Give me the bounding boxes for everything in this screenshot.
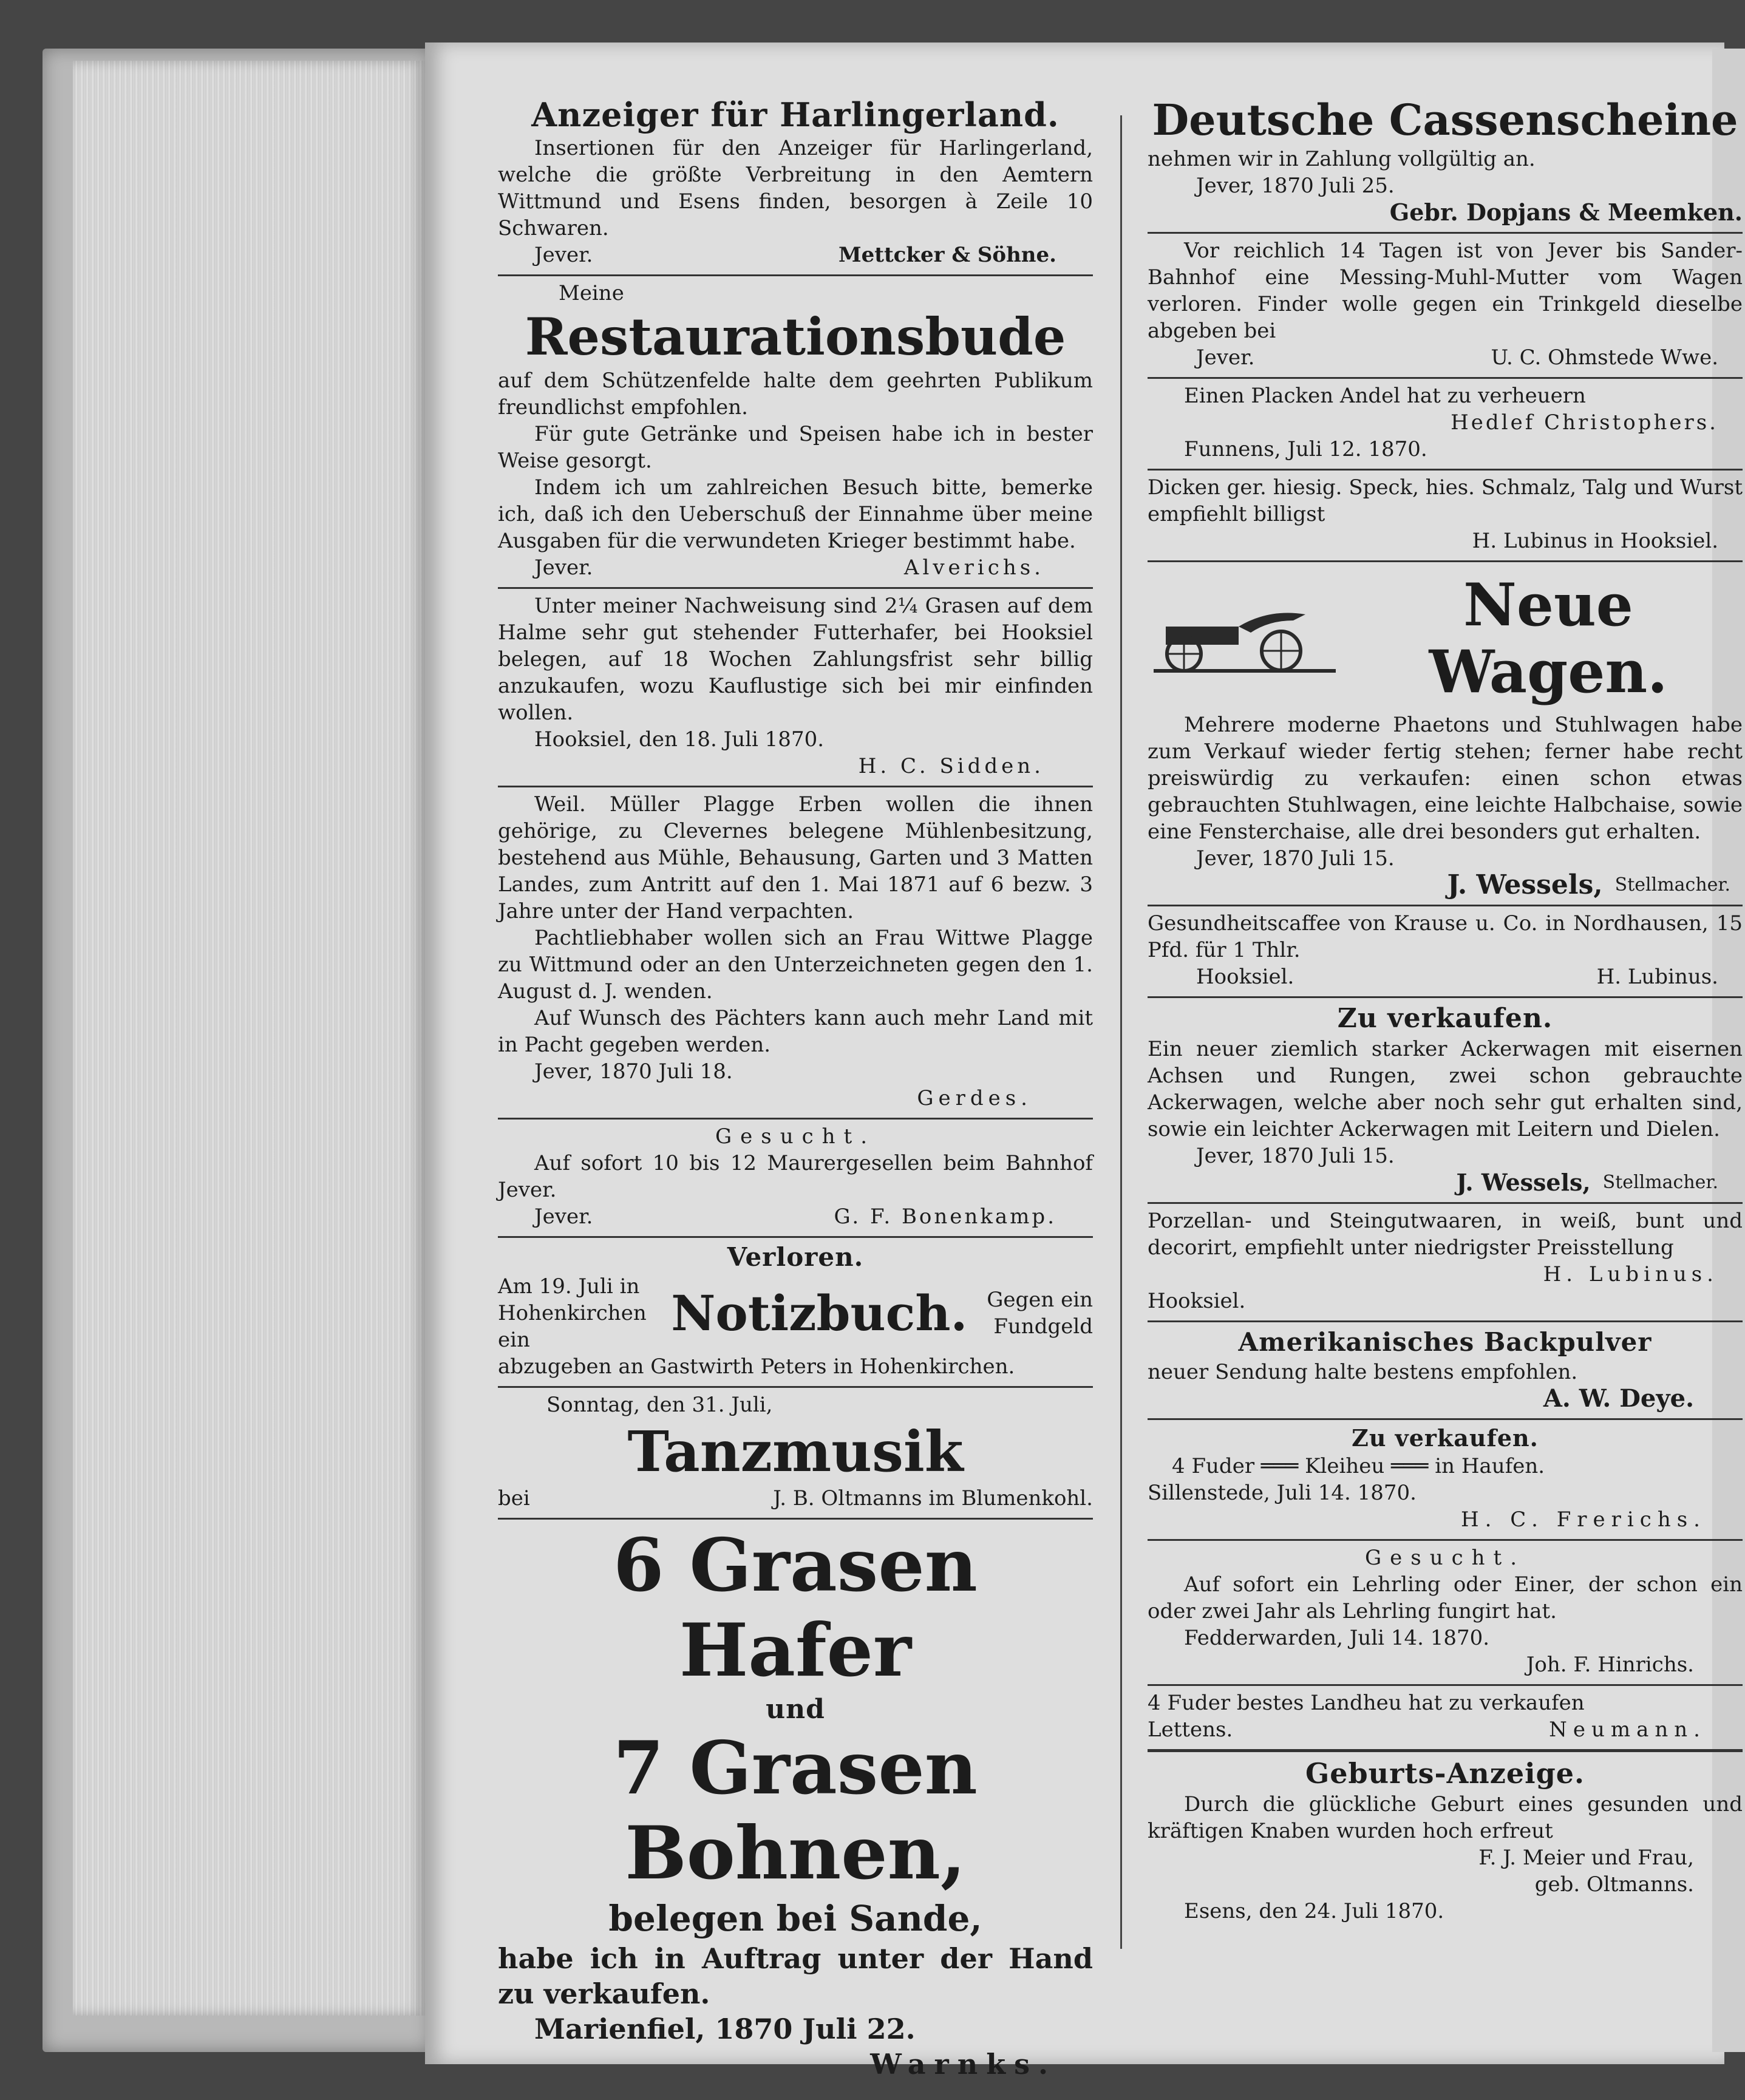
ad-body: Insertionen für den Anzeiger für Harlingerland, welche die größte Verbreitung in den Aemtern Wittmund und Esens finden, besorgen à Zeile 10 Schwaren. xyxy=(498,136,1093,240)
ad-tanzmusik xyxy=(498,1388,1093,1520)
ad-signer: Gebr. Dopjans & Meemken. xyxy=(1389,199,1743,226)
ad-bei: bei xyxy=(498,1486,530,1510)
ad-title: Verloren. xyxy=(727,1242,864,1272)
ad-line: 7 Grasen Bohnen, xyxy=(613,1725,978,1896)
ad-body: Auf sofort 10 bis 12 Maurergesellen beim Bahnhof Jever. xyxy=(498,1151,1093,1202)
ad-wagen xyxy=(1148,562,1743,906)
ad-title: Restaurationsbude xyxy=(525,307,1066,367)
book-page-edges xyxy=(73,61,425,2016)
ad-caffee xyxy=(1148,906,1743,998)
ad-body: Porzellan- und Steingutwaaren, in weiß, bunt und decorirt, empfiehlt unter niedrigster Preisstellung xyxy=(1148,1209,1743,1260)
ad-date: Fedderwarden, Juli 14. 1870. xyxy=(1184,1626,1490,1650)
ad-paragraph: Auf Wunsch des Pächters kann auch mehr Land mit in Pacht gegeben werden. xyxy=(498,1006,1093,1057)
ad-date: Sillenstede, Juli 14. 1870. xyxy=(1148,1481,1417,1505)
ad-signer: H. C. Sidden. xyxy=(858,754,1044,778)
ad-host: J. B. Oltmanns im Blumenkohl. xyxy=(773,1486,1093,1510)
ad-ackerwagen xyxy=(1148,998,1743,1204)
ad-futterhafer xyxy=(498,589,1093,787)
ad-date: Funnens, Juli 12. 1870. xyxy=(1184,437,1427,461)
ad-signer: G. F. Bonenkamp. xyxy=(834,1205,1056,1229)
ad-title: Geburts-Anzeige. xyxy=(1305,1757,1585,1790)
ad-porzellan xyxy=(1148,1204,1743,1322)
ad-body: neuer Sendung halte bestens empfohlen. xyxy=(1148,1360,1578,1384)
ad-text-left: Am 19. Juli in Hohenkirchen ein xyxy=(498,1274,647,1352)
ad-title: Amerikanisches Backpulver xyxy=(1238,1327,1652,1357)
ad-body: nehmen wir in Zahlung vollgültig an. xyxy=(1148,147,1536,171)
ad-body: Ein neuer ziemlich starker Ackerwagen mit eisernen Achsen und Rungen, zwei schon gebrauchte Ackerwagen, welche aber noch sehr gut erhalten sind, sowie ein leichter Ackerwagen mit Leitern und Dielen. xyxy=(1148,1037,1743,1141)
ad-title: Deutsche Cassenscheine xyxy=(1152,95,1738,145)
ad-backpulver xyxy=(1148,1322,1743,1420)
ad-place: Hooksiel. xyxy=(1148,1289,1246,1313)
ad-signer: J. Wessels, xyxy=(1456,1169,1591,1196)
ad-title: Neue Wagen. xyxy=(1429,571,1668,706)
ad-role: Stellmacher. xyxy=(1602,1172,1718,1193)
ad-cassenscheine xyxy=(1148,91,1743,234)
ad-landheu xyxy=(1148,1686,1743,1752)
ad-signer: J. Wessels, xyxy=(1447,869,1603,900)
ad-date: Hooksiel, den 18. Juli 1870. xyxy=(534,727,825,752)
ad-date: Marienfiel, 1870 Juli 22. xyxy=(534,2013,916,2045)
ad-tail: abzugeben an Gastwirth Peters in Hohenkirchen. xyxy=(498,1354,1015,1379)
ad-signer: Joh. F. Hinrichs. xyxy=(1526,1653,1694,1677)
ad-andel xyxy=(1148,379,1743,471)
ad-und: und xyxy=(766,1694,825,1725)
ad-paragraph: Weil. Müller Plagge Erben wollen die ihnen gehörige, zu Clevernes belegene Mühlenbesitzung, bestehend aus Mühle, Behausung, Garten und 3 Matten Landes, zum Antritt auf den 1. Mai 1871 auf 6 bezw. 3 Jahre unter der Hand verpachten. xyxy=(498,792,1093,923)
ad-signer: H. C. Frerichs. xyxy=(1461,1507,1706,1532)
ad-paragraph: Pachtliebhaber wollen sich an Frau Wittwe Plagge zu Wittmund oder an den Unterzeichneten gegen den 1. August d. J. wenden. xyxy=(498,926,1093,1004)
ad-line: habe ich in Auftrag unter der Hand zu verkaufen. xyxy=(498,1942,1093,2010)
ad-title: Gesucht. xyxy=(715,1124,876,1149)
ad-hafer-bohnen xyxy=(498,1520,1093,2088)
ad-verloren xyxy=(498,1238,1093,1388)
ad-body: Vor reichlich 14 Tagen ist von Jever bis Sander-Bahnhof eine Messing-Muhl-Mutter vom Wagen verloren. Finder wolle gegen ein Trinkgeld dieselbe abgeben bei xyxy=(1148,239,1743,343)
ad-title: Anzeiger für Harlingerland. xyxy=(531,95,1060,134)
ad-muehle xyxy=(498,787,1093,1120)
ad-date: Jever, 1870 Juli 15. xyxy=(1196,1144,1395,1168)
ad-role: Stellmacher. xyxy=(1614,874,1730,895)
ad-title: Gesucht. xyxy=(1364,1546,1526,1570)
ad-body: Gesundheitscaffee von Krause u. Co. in Nordhausen, 15 Pfd. für 1 Thlr. xyxy=(1148,911,1743,962)
ad-lehrling xyxy=(1148,1541,1743,1686)
ad-paragraph: Für gute Getränke und Speisen habe ich in bester Weise gesorgt. xyxy=(498,422,1093,473)
ad-body: Auf sofort ein Lehrling oder Einer, der schon ein oder zwei Jahr als Lehrling fungirt hat. xyxy=(1148,1572,1743,1623)
column-divider xyxy=(1120,115,1122,1949)
ad-place: Hooksiel. xyxy=(1196,965,1294,989)
ad-place: Jever. xyxy=(534,1205,593,1229)
ad-body: 4 Fuder bestes Landheu hat zu verkaufen xyxy=(1148,1691,1585,1715)
ad-signer: geb. Oltmanns. xyxy=(1534,1872,1694,1897)
ad-title: Tanzmusik xyxy=(627,1419,964,1484)
ad-signer: Warnks. xyxy=(870,2048,1056,2081)
ad-body: 4 Fuder ═══ Kleiheu ═══ in Haufen. xyxy=(1172,1454,1545,1478)
ad-place: Jever. xyxy=(1196,345,1255,370)
ad-notizbuch: Notizbuch. xyxy=(671,1285,968,1342)
ad-signer: Gerdes. xyxy=(917,1086,1032,1110)
ad-line: 6 Grasen Hafer xyxy=(613,1523,978,1693)
ad-signer: Mettcker & Söhne. xyxy=(838,243,1056,267)
carriage-icon xyxy=(1148,602,1342,675)
ad-date: Esens, den 24. Juli 1870. xyxy=(1184,1899,1444,1923)
ad-kleiheu xyxy=(1148,1420,1743,1541)
ad-title: Zu verkaufen. xyxy=(1337,1003,1553,1034)
ad-place: Lettens. xyxy=(1148,1718,1233,1742)
ad-body: Mehrere moderne Phaetons und Stuhlwagen habe zum Verkauf wieder fertig stehen; ferner habe recht preiswürdig zu verkaufen: einen schon etwas gebrauchten Stuhlwagen, eine leichte Halbchaise, sowie eine Fensterchaise, alle drei besonders gut erhalten. xyxy=(1148,713,1743,844)
ad-gesucht xyxy=(498,1120,1093,1238)
ad-line: belegen bei Sande, xyxy=(608,1898,982,1939)
ad-body: Dicken ger. hiesig. Speck, hies. Schmalz, Talg und Wurst empfiehlt billigst xyxy=(1148,475,1743,526)
ad-place: Jever. xyxy=(534,243,593,267)
ad-signer: Neumann. xyxy=(1549,1718,1706,1742)
ad-signer: H. Lubinus in Hooksiel. xyxy=(1472,529,1718,553)
ad-anzeiger xyxy=(498,91,1093,276)
ad-signer: Hedlef Christophers. xyxy=(1451,410,1718,435)
ad-body: Einen Placken Andel hat zu verheuern xyxy=(1184,384,1586,408)
ad-body: Durch die glückliche Geburt eines gesunden und kräftigen Knaben wurden hoch erfreut xyxy=(1148,1792,1743,1843)
ad-signer: H. Lubinus. xyxy=(1596,965,1718,989)
ad-mutter xyxy=(1148,234,1743,379)
right-column xyxy=(1148,91,1743,2003)
ad-signer: H. Lubinus. xyxy=(1543,1262,1718,1286)
ad-date: Jever, 1870 Juli 18. xyxy=(534,1059,733,1084)
ad-signer: Alverichs. xyxy=(903,556,1044,580)
ad-date: Jever, 1870 Juli 15. xyxy=(1196,846,1395,871)
ad-paragraph: Indem ich um zahlreichen Besuch bitte, bemerke ich, daß ich den Ueberschuß der Einnahme über meine Ausgaben für die verwundeten Krieger bestimmt habe. xyxy=(498,475,1093,553)
ad-place: Jever. xyxy=(534,556,593,580)
ad-speck xyxy=(1148,471,1743,562)
ad-signer: A. W. Deye. xyxy=(1543,1384,1694,1413)
ad-signer: U. C. Ohmstede Wwe. xyxy=(1491,345,1718,370)
ad-signer: F. J. Meier und Frau, xyxy=(1478,1846,1694,1870)
ad-date: Sonntag, den 31. Juli, xyxy=(546,1393,773,1417)
ad-body: Unter meiner Nachweisung sind 2¼ Grasen auf dem Halme sehr gut stehender Futterhafer, bei Hooksiel belegen, auf 18 Wochen Zahlungsfrist sehr billig anzukaufen, wozu Kauflustige sich bei mir einfinden wollen. xyxy=(498,594,1093,725)
ad-title: Zu verkaufen. xyxy=(1352,1424,1539,1452)
ad-text-right: Gegen ein Fundgeld xyxy=(987,1288,1093,1339)
ad-restauration xyxy=(498,276,1093,589)
ad-paragraph: auf dem Schützenfelde halte dem geehrten Publikum freundlichst empfohlen. xyxy=(498,369,1093,420)
ad-geburt xyxy=(1148,1752,1743,1931)
ad-intro: Meine xyxy=(559,281,624,305)
ad-date: Jever, 1870 Juli 25. xyxy=(1196,174,1395,198)
left-column xyxy=(498,91,1093,2081)
